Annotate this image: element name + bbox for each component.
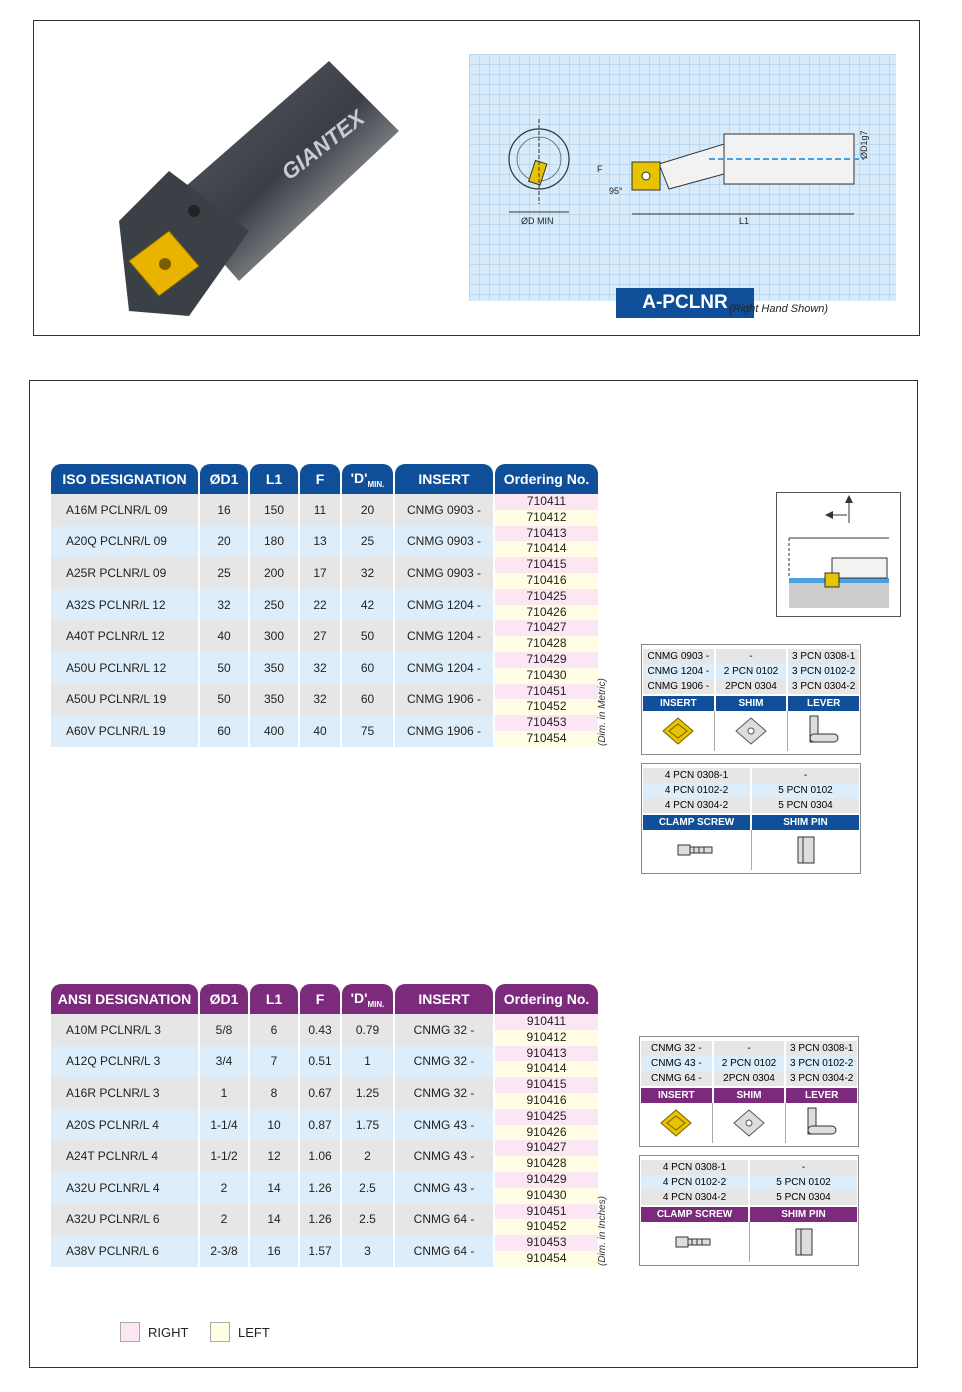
table-header-row bbox=[51, 984, 598, 1014]
parts-cell: 4 PCN 0304-2 bbox=[643, 798, 750, 813]
parts-row bbox=[642, 679, 860, 694]
table-row bbox=[51, 652, 598, 684]
cell-ordering bbox=[495, 494, 598, 526]
cell-d1: 2 bbox=[200, 1204, 248, 1236]
ansi-parts-panel bbox=[639, 1036, 859, 1147]
parts-icons bbox=[640, 1103, 858, 1143]
parts-cell: CNMG 43 - bbox=[641, 1056, 712, 1071]
table-row bbox=[51, 557, 598, 589]
svg-text:ØD MIN: ØD MIN bbox=[521, 216, 554, 226]
table-row bbox=[51, 494, 598, 526]
col-d1: ØD1 bbox=[200, 464, 248, 494]
parts-cell: 4 PCN 0304-2 bbox=[641, 1190, 748, 1205]
col-dmin: '$D'_{MIN.}$ bbox=[342, 984, 393, 1014]
ordering-right: 910427 bbox=[495, 1140, 598, 1156]
ordering-left: 910414 bbox=[495, 1061, 598, 1077]
parts-cell: CNMG 1906 - bbox=[643, 679, 714, 694]
cell-ordering bbox=[495, 1046, 598, 1078]
cell-d1: 2-3/8 bbox=[200, 1235, 248, 1267]
col-l1: L1 bbox=[250, 464, 298, 494]
table-header-row bbox=[51, 464, 598, 494]
cell-dmin: 20 bbox=[342, 494, 393, 526]
cell-ordering bbox=[495, 652, 598, 684]
legend-right-label: RIGHT bbox=[148, 1324, 189, 1340]
parts-cell: 3 PCN 0308-1 bbox=[788, 649, 859, 664]
cell-insert: CNMG 1204 - bbox=[395, 589, 493, 621]
cell-insert: CNMG 0903 - bbox=[395, 526, 493, 558]
parts-cell: CNMG 32 - bbox=[641, 1041, 712, 1056]
ordering-right: 910429 bbox=[495, 1172, 598, 1188]
parts-cell: CNMG 0903 - bbox=[643, 649, 714, 664]
cell-l1: 12 bbox=[250, 1140, 298, 1172]
cell-d1: 50 bbox=[200, 652, 248, 684]
ordering-left: 910430 bbox=[495, 1188, 598, 1204]
table-row bbox=[51, 1077, 598, 1109]
cell-dmin: 75 bbox=[342, 715, 393, 747]
parts-header-row bbox=[640, 1207, 858, 1222]
iso-parts-panel-2 bbox=[641, 763, 861, 874]
cell-insert: CNMG 0903 - bbox=[395, 557, 493, 589]
ordering-right: 710453 bbox=[495, 715, 598, 731]
ordering-right: 910425 bbox=[495, 1109, 598, 1125]
col-ordering: Ordering No. bbox=[495, 464, 598, 494]
cell-designation: A20Q PCLNR/L 09 bbox=[51, 526, 198, 558]
cell-designation: A32U PCLNR/L 4 bbox=[51, 1172, 198, 1204]
ordering-left: 710428 bbox=[495, 636, 598, 652]
tool-holder-image bbox=[79, 51, 409, 341]
cell-f: 27 bbox=[300, 620, 340, 652]
cell-l1: 14 bbox=[250, 1204, 298, 1236]
cell-d1: 25 bbox=[200, 557, 248, 589]
col-dmin: '$D'_{MIN.}$ bbox=[342, 464, 393, 494]
cell-l1: 200 bbox=[250, 557, 298, 589]
parts-row bbox=[640, 1175, 858, 1190]
parts-cell: 4 PCN 0308-1 bbox=[641, 1160, 748, 1175]
parts-header: CLAMP SCREW bbox=[643, 815, 750, 830]
parts-header: INSERT bbox=[643, 696, 714, 711]
col-f: F bbox=[300, 984, 340, 1014]
col-d1: ØD1 bbox=[200, 984, 248, 1014]
cell-l1: 350 bbox=[250, 652, 298, 684]
parts-cell: 4 PCN 0102-2 bbox=[641, 1175, 748, 1190]
cell-d1: 2 bbox=[200, 1172, 248, 1204]
parts-cell: - bbox=[750, 1160, 857, 1175]
table-row bbox=[51, 1140, 598, 1172]
cell-d1: 20 bbox=[200, 526, 248, 558]
cell-ordering bbox=[495, 1235, 598, 1267]
ansi-parts-panel-2 bbox=[639, 1155, 859, 1266]
col-insert: INSERT bbox=[395, 464, 493, 494]
col-insert: INSERT bbox=[395, 984, 493, 1014]
right-swatch bbox=[120, 1322, 140, 1342]
ordering-right: 710413 bbox=[495, 526, 598, 542]
cell-d1: 50 bbox=[200, 684, 248, 716]
cell-d1: 1-1/4 bbox=[200, 1109, 248, 1141]
cell-f: 0.43 bbox=[300, 1014, 340, 1046]
cell-f: 1.26 bbox=[300, 1204, 340, 1236]
parts-cell: 4 PCN 0102-2 bbox=[643, 783, 750, 798]
shim-pin-icon bbox=[752, 830, 861, 870]
ordering-left: 910426 bbox=[495, 1125, 598, 1141]
shim-icon bbox=[715, 711, 788, 751]
model-badge: A-PCLNR bbox=[616, 288, 754, 318]
cell-designation: A50U PCLNR/L 12 bbox=[51, 652, 198, 684]
svg-text:L1: L1 bbox=[739, 216, 750, 226]
parts-row bbox=[640, 1071, 858, 1086]
cell-dmin: 1.25 bbox=[342, 1077, 393, 1109]
ordering-left: 710426 bbox=[495, 605, 598, 621]
metric-note: (Dim. in Metric) bbox=[597, 678, 608, 746]
iso-parts-panel bbox=[641, 644, 861, 755]
table-row bbox=[51, 1172, 598, 1204]
cell-l1: 8 bbox=[250, 1077, 298, 1109]
parts-cell: - bbox=[714, 1041, 785, 1056]
ordering-left: 910416 bbox=[495, 1093, 598, 1109]
svg-text:95°: 95° bbox=[609, 186, 623, 196]
left-swatch bbox=[210, 1322, 230, 1342]
ordering-left: 710452 bbox=[495, 699, 598, 715]
parts-row bbox=[640, 1056, 858, 1071]
insert-icon bbox=[640, 1103, 713, 1143]
table-row bbox=[51, 1204, 598, 1236]
cell-designation: A25R PCLNR/L 09 bbox=[51, 557, 198, 589]
cell-insert: CNMG 32 - bbox=[395, 1077, 493, 1109]
parts-cell: 3 PCN 0102-2 bbox=[786, 1056, 857, 1071]
cell-l1: 16 bbox=[250, 1235, 298, 1267]
parts-cell: 4 PCN 0308-1 bbox=[643, 768, 750, 783]
cell-l1: 180 bbox=[250, 526, 298, 558]
cell-ordering bbox=[495, 589, 598, 621]
cell-dmin: 2 bbox=[342, 1140, 393, 1172]
cell-f: 0.87 bbox=[300, 1109, 340, 1141]
cell-dmin: 2.5 bbox=[342, 1204, 393, 1236]
lever-icon bbox=[786, 1103, 858, 1143]
cell-f: 40 bbox=[300, 715, 340, 747]
ordering-left: 710412 bbox=[495, 510, 598, 526]
cell-dmin: 1 bbox=[342, 1046, 393, 1078]
parts-cell: 3 PCN 0304-2 bbox=[788, 679, 859, 694]
clamp-screw-icon bbox=[642, 830, 752, 870]
ordering-left: 710430 bbox=[495, 668, 598, 684]
parts-header: SHIM PIN bbox=[750, 1207, 857, 1222]
cell-ordering bbox=[495, 1014, 598, 1046]
cell-designation: A20S PCLNR/L 4 bbox=[51, 1109, 198, 1141]
parts-cell: 3 PCN 0304-2 bbox=[786, 1071, 857, 1086]
cell-ordering bbox=[495, 715, 598, 747]
insert-icon bbox=[642, 711, 715, 751]
ansi-spec-table bbox=[49, 984, 600, 1267]
parts-header: LEVER bbox=[788, 696, 859, 711]
technical-drawing bbox=[469, 54, 896, 301]
parts-row bbox=[642, 768, 860, 783]
cell-insert: CNMG 64 - bbox=[395, 1235, 493, 1267]
parts-header: SHIM PIN bbox=[752, 815, 859, 830]
parts-row bbox=[640, 1041, 858, 1056]
cell-f: 13 bbox=[300, 526, 340, 558]
parts-cell: 3 PCN 0102-2 bbox=[788, 664, 859, 679]
legend-left bbox=[210, 1322, 270, 1342]
cell-l1: 10 bbox=[250, 1109, 298, 1141]
cell-designation: A38V PCLNR/L 6 bbox=[51, 1235, 198, 1267]
cell-f: 1.06 bbox=[300, 1140, 340, 1172]
ordering-right: 910451 bbox=[495, 1204, 598, 1220]
svg-text:F: F bbox=[597, 164, 603, 174]
col-f: F bbox=[300, 464, 340, 494]
parts-icons bbox=[640, 1222, 858, 1262]
parts-icons bbox=[642, 711, 860, 751]
ordering-left: 710454 bbox=[495, 731, 598, 747]
cell-dmin: 1.75 bbox=[342, 1109, 393, 1141]
parts-row bbox=[642, 783, 860, 798]
cell-insert: CNMG 0903 - bbox=[395, 494, 493, 526]
parts-cell: 5 PCN 0102 bbox=[750, 1175, 857, 1190]
cell-insert: CNMG 32 - bbox=[395, 1014, 493, 1046]
cell-ordering bbox=[495, 620, 598, 652]
parts-cell: 5 PCN 0304 bbox=[752, 798, 859, 813]
table-row bbox=[51, 526, 598, 558]
boring-illustration bbox=[776, 492, 901, 617]
parts-header: SHIM bbox=[716, 696, 787, 711]
right-hand-note: (Right Hand Shown) bbox=[729, 303, 829, 315]
cell-f: 22 bbox=[300, 589, 340, 621]
parts-cell: - bbox=[716, 649, 787, 664]
cell-insert: CNMG 43 - bbox=[395, 1140, 493, 1172]
ordering-right: 710415 bbox=[495, 557, 598, 573]
parts-row bbox=[642, 649, 860, 664]
cell-f: 32 bbox=[300, 684, 340, 716]
cell-insert: CNMG 1204 - bbox=[395, 620, 493, 652]
cell-d1: 3/4 bbox=[200, 1046, 248, 1078]
cell-ordering bbox=[495, 557, 598, 589]
ordering-left: 910454 bbox=[495, 1251, 598, 1267]
table-row bbox=[51, 1109, 598, 1141]
legend-left-label: LEFT bbox=[238, 1324, 270, 1340]
cell-designation: A40T PCLNR/L 12 bbox=[51, 620, 198, 652]
cell-insert: CNMG 1204 - bbox=[395, 652, 493, 684]
cell-l1: 6 bbox=[250, 1014, 298, 1046]
iso-spec-table bbox=[49, 464, 600, 747]
parts-header-row bbox=[642, 696, 860, 711]
cell-ordering bbox=[495, 1140, 598, 1172]
cell-designation: A32U PCLNR/L 6 bbox=[51, 1204, 198, 1236]
col-designation: ANSI DESIGNATION bbox=[51, 984, 198, 1014]
legend-right bbox=[120, 1322, 188, 1342]
cell-l1: 250 bbox=[250, 589, 298, 621]
parts-header: INSERT bbox=[641, 1088, 712, 1103]
col-ordering: Ordering No. bbox=[495, 984, 598, 1014]
table-row bbox=[51, 715, 598, 747]
svg-text:ØD1g7: ØD1g7 bbox=[859, 130, 869, 159]
ordering-left: 910412 bbox=[495, 1030, 598, 1046]
cell-dmin: 42 bbox=[342, 589, 393, 621]
ordering-right: 710411 bbox=[495, 494, 598, 510]
cell-insert: CNMG 64 - bbox=[395, 1204, 493, 1236]
parts-row bbox=[640, 1190, 858, 1205]
cell-f: 1.26 bbox=[300, 1172, 340, 1204]
cell-d1: 16 bbox=[200, 494, 248, 526]
cell-designation: A32S PCLNR/L 12 bbox=[51, 589, 198, 621]
cell-f: 0.67 bbox=[300, 1077, 340, 1109]
cell-ordering bbox=[495, 1172, 598, 1204]
shim-pin-icon bbox=[750, 1222, 859, 1262]
cell-insert: CNMG 43 - bbox=[395, 1172, 493, 1204]
parts-header-row bbox=[642, 815, 860, 830]
cell-insert: CNMG 1906 - bbox=[395, 715, 493, 747]
cell-ordering bbox=[495, 684, 598, 716]
lever-icon bbox=[788, 711, 860, 751]
shim-icon bbox=[713, 1103, 786, 1143]
cell-dmin: 3 bbox=[342, 1235, 393, 1267]
cell-f: 1.57 bbox=[300, 1235, 340, 1267]
cell-l1: 400 bbox=[250, 715, 298, 747]
cell-dmin: 32 bbox=[342, 557, 393, 589]
parts-header: SHIM bbox=[714, 1088, 785, 1103]
cell-insert: CNMG 32 - bbox=[395, 1046, 493, 1078]
parts-cell: 5 PCN 0102 bbox=[752, 783, 859, 798]
col-l1: L1 bbox=[250, 984, 298, 1014]
ordering-right: 910415 bbox=[495, 1077, 598, 1093]
ordering-right: 710451 bbox=[495, 684, 598, 700]
ordering-right: 910453 bbox=[495, 1235, 598, 1251]
ordering-left: 910428 bbox=[495, 1156, 598, 1172]
parts-icons bbox=[642, 830, 860, 870]
cell-d1: 1-1/2 bbox=[200, 1140, 248, 1172]
ordering-right: 710425 bbox=[495, 589, 598, 605]
cell-l1: 150 bbox=[250, 494, 298, 526]
product-header-panel bbox=[33, 20, 920, 336]
parts-row bbox=[640, 1160, 858, 1175]
parts-cell: 2PCN 0304 bbox=[714, 1071, 785, 1086]
parts-row bbox=[642, 664, 860, 679]
parts-header-row bbox=[640, 1088, 858, 1103]
ordering-left: 710414 bbox=[495, 541, 598, 557]
ordering-right: 910411 bbox=[495, 1014, 598, 1030]
cell-insert: CNMG 1906 - bbox=[395, 684, 493, 716]
cell-dmin: 25 bbox=[342, 526, 393, 558]
ordering-left: 710416 bbox=[495, 573, 598, 589]
parts-header: CLAMP SCREW bbox=[641, 1207, 748, 1222]
cell-ordering bbox=[495, 526, 598, 558]
cell-ordering bbox=[495, 1204, 598, 1236]
parts-cell: 2 PCN 0102 bbox=[716, 664, 787, 679]
cell-d1: 40 bbox=[200, 620, 248, 652]
cell-insert: CNMG 43 - bbox=[395, 1109, 493, 1141]
table-row bbox=[51, 620, 598, 652]
table-row bbox=[51, 1046, 598, 1078]
cell-designation: A10M PCLNR/L 3 bbox=[51, 1014, 198, 1046]
cell-d1: 5/8 bbox=[200, 1014, 248, 1046]
parts-cell: 3 PCN 0308-1 bbox=[786, 1041, 857, 1056]
cell-designation: A16M PCLNR/L 09 bbox=[51, 494, 198, 526]
cell-designation: A24T PCLNR/L 4 bbox=[51, 1140, 198, 1172]
cell-d1: 60 bbox=[200, 715, 248, 747]
cell-ordering bbox=[495, 1077, 598, 1109]
parts-cell: CNMG 64 - bbox=[641, 1071, 712, 1086]
table-row bbox=[51, 589, 598, 621]
ordering-left: 910452 bbox=[495, 1219, 598, 1235]
cell-ordering bbox=[495, 1109, 598, 1141]
cell-dmin: 60 bbox=[342, 652, 393, 684]
parts-header: LEVER bbox=[786, 1088, 857, 1103]
cell-f: 0.51 bbox=[300, 1046, 340, 1078]
brand-logo: GIANTEX bbox=[276, 105, 370, 185]
parts-cell: - bbox=[752, 768, 859, 783]
table-row bbox=[51, 1014, 598, 1046]
col-designation: ISO DESIGNATION bbox=[51, 464, 198, 494]
cell-f: 11 bbox=[300, 494, 340, 526]
ordering-right: 910413 bbox=[495, 1046, 598, 1062]
cell-f: 32 bbox=[300, 652, 340, 684]
ordering-right: 710429 bbox=[495, 652, 598, 668]
cell-designation: A50U PCLNR/L 19 bbox=[51, 684, 198, 716]
cell-l1: 14 bbox=[250, 1172, 298, 1204]
parts-cell: 2 PCN 0102 bbox=[714, 1056, 785, 1071]
cell-designation: A60V PCLNR/L 19 bbox=[51, 715, 198, 747]
parts-cell: CNMG 1204 - bbox=[643, 664, 714, 679]
cell-dmin: 2.5 bbox=[342, 1172, 393, 1204]
cell-dmin: 50 bbox=[342, 620, 393, 652]
cell-dmin: 0.79 bbox=[342, 1014, 393, 1046]
clamp-screw-icon bbox=[640, 1222, 750, 1262]
parts-row bbox=[642, 798, 860, 813]
cell-d1: 1 bbox=[200, 1077, 248, 1109]
ordering-right: 710427 bbox=[495, 620, 598, 636]
cell-d1: 32 bbox=[200, 589, 248, 621]
parts-cell: 2PCN 0304 bbox=[716, 679, 787, 694]
table-row bbox=[51, 684, 598, 716]
cell-l1: 7 bbox=[250, 1046, 298, 1078]
parts-cell: 5 PCN 0304 bbox=[750, 1190, 857, 1205]
cell-designation: A16R PCLNR/L 3 bbox=[51, 1077, 198, 1109]
cell-l1: 350 bbox=[250, 684, 298, 716]
inches-note: (Dim. in Inches) bbox=[597, 1195, 608, 1266]
cell-designation: A12Q PCLNR/L 3 bbox=[51, 1046, 198, 1078]
cell-l1: 300 bbox=[250, 620, 298, 652]
table-row bbox=[51, 1235, 598, 1267]
cell-dmin: 60 bbox=[342, 684, 393, 716]
cell-f: 17 bbox=[300, 557, 340, 589]
